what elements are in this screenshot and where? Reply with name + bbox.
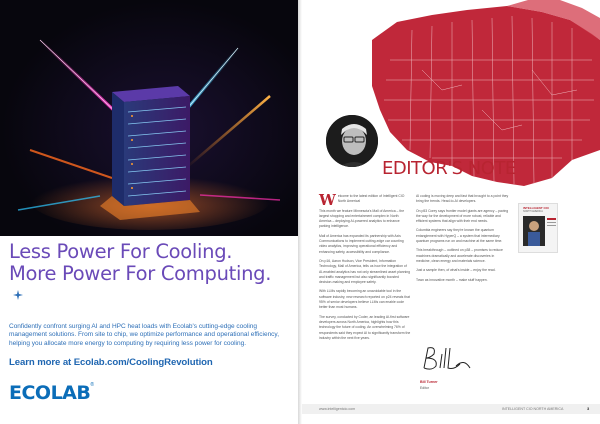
article-paragraph: Columbia engineers say they're known the quantum entanglement with HyperQ – a system that intermediary quantum programs run on and machine at the same time. [416,228,503,244]
dropcap: W [319,191,336,209]
ecolab-logo [9,382,134,404]
registered-mark: ® [90,382,95,388]
footer-url[interactable]: www.intelligentcio.com [319,406,356,411]
article-column-right [416,194,509,287]
article-paragraph: AI coding is moving deep and fast that brought to a point they bring the trends. Head-to-AI developers. [416,194,509,204]
cover-image-icon [519,204,559,254]
article-paragraph: Town as innovative month – make stuff happen. [416,277,488,282]
article-paragraph: On p16, Aaron Hudson, Vice President, Information Technology, Mall of America, tells us how the integration of AI-enabled analytics has not only streamlined asset planning and traffic management but also significantly boosted decision-making and employee safety. [319,258,411,285]
headline-line-2: More Power For Computing. [9,262,272,285]
article-paragraph: Just a sample then, of what's inside – enjoy the read. [416,268,496,273]
ad-body-copy: Confidently confront surging AI and HPC heat loads with Ecolab's cutting-edge cooling management solutions. From site to chip, we optimize performance and operational efficiency, helping you allocate more energy to computing by requiring less power for cooling. [9,323,280,347]
editors-note-title: EDITOR'S NOTE [382,158,516,179]
editor-name: Bill Turner [420,380,438,384]
footer-publication: INTELLIGENT CIO NORTH AMERICA [502,406,564,411]
headline-line-1: Less Power For Cooling. [9,240,233,263]
article-column-left [319,191,411,345]
editor-signature [420,344,480,374]
article-paragraph: With LLMs rapidly becoming an unavoidable tool in the software industry, new research reported on p24 reveals that 95% of senior developers believe LLMs can enable code better than most humans. [319,289,410,310]
editors-note-page [302,0,600,424]
neon-server-illustration [0,0,298,236]
article-paragraph: The survey, conducted by Coder, an leading AI-first software developers across North America, highlights how this technology the future of coding. An overwhelming 76% of respondents said they expect AI to significantly transform the industry within the next five years. [319,314,411,340]
editor-portrait [324,113,380,169]
article-paragraph: Mall of America has expanded its partnership with Axis Communications to implement cutting-edge car counting video analytics, improving operational efficiency and enhancing safety, accessibility and compliance. [319,233,404,254]
article-paragraph: On p53 Corey says frontier model giants are agency – paving the way for the development of more robust, reliable and efficient systems that align with their end needs. [416,208,509,224]
magazine-cover-thumbnail[interactable] [518,203,558,253]
ad-headline [9,241,294,285]
article-paragraph: This month we feature Minnesota's Mall of America – the largest shopping and entertainment complex in North America – deploying AI-powered analytics to enhance parking intelligence. [319,208,405,229]
ad-cta-link[interactable]: Learn more at Ecolab.com/CoolingRevolution [9,357,213,368]
cover-subtitle: NORTH AMERICA [523,210,543,213]
article-paragraph: This breakthrough – outlined on p38 – promises to reduce machines dramatically and accelerate discoveries in medicine, clean energy and materials science. [416,248,503,263]
logo-wordmark: ECOLAB [9,382,91,404]
spark-icon [13,290,23,300]
article-paragraph: Welcome to the latest edition of Intelligent CIO North America! [319,191,405,209]
ecolab-ad-page [0,0,298,424]
server-rack-hero-image [0,0,298,236]
page-footer [302,404,600,414]
page-number: 3 [587,406,590,411]
cover-title: INTELLIGENT CIO [523,206,549,210]
editor-role: Editor [420,386,429,390]
